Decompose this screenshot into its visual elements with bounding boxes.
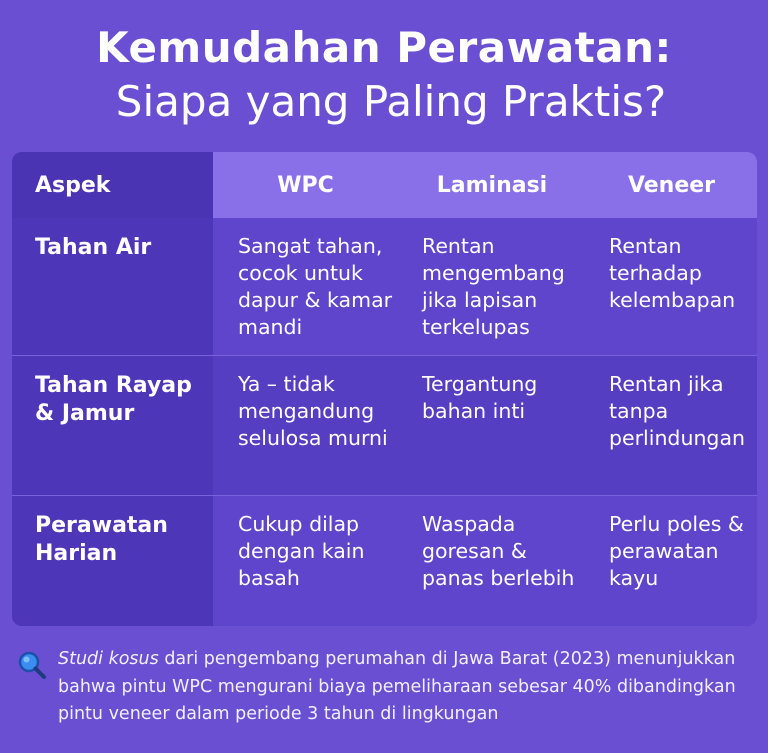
header-veneer: Veneer xyxy=(586,152,757,218)
header-wpc: WPC xyxy=(213,152,398,218)
cell-laminasi: Waspada goresan & panas berlebih xyxy=(398,496,586,626)
header-aspek: Aspek xyxy=(12,152,213,218)
magnifier-icon xyxy=(17,650,47,680)
title-line-1: Kemudahan Perawatan: xyxy=(96,23,672,72)
row-aspect: Tahan Rayap & Jamur xyxy=(12,356,213,496)
note-emphasis: Studi kosus xyxy=(58,649,159,669)
cell-wpc: Ya – tidak mengandung selulosa murni xyxy=(213,356,398,496)
page-title xyxy=(0,22,768,130)
cell-veneer: Perlu poles & perawatan kayu xyxy=(586,496,757,626)
title-line-2: Siapa yang Paling Praktis? xyxy=(115,77,667,126)
cell-veneer: Rentan terhadap kelembapan xyxy=(586,218,757,356)
cell-wpc: Sangat tahan, cocok untuk dapur & kamar mandi xyxy=(213,218,398,356)
case-study-note xyxy=(58,646,758,729)
row-aspect: Perawatan Harian xyxy=(12,496,213,626)
table-header-row xyxy=(12,152,757,218)
cell-laminasi: Tergantung bahan inti xyxy=(398,356,586,496)
header-laminasi: Laminasi xyxy=(398,152,586,218)
table-row xyxy=(12,356,757,496)
row-aspect: Tahan Air xyxy=(12,218,213,356)
note-text: dari pengembang perumahan di Jawa Barat (2023) menunjukkan bahwa pintu WPC mengurani biaya pemeliharaan sebesar 40% dibandingkan pintu veneer dalam periode 3 tahun di lingkungan xyxy=(58,649,736,724)
comparison-table xyxy=(12,152,757,626)
cell-wpc: Cukup dilap dengan kain basah xyxy=(213,496,398,626)
cell-veneer: Rentan jika tanpa perlindungan xyxy=(586,356,757,496)
cell-laminasi: Rentan mengembang jika lapisan terkelupas xyxy=(398,218,586,356)
table-row xyxy=(12,218,757,356)
table-row xyxy=(12,496,757,626)
